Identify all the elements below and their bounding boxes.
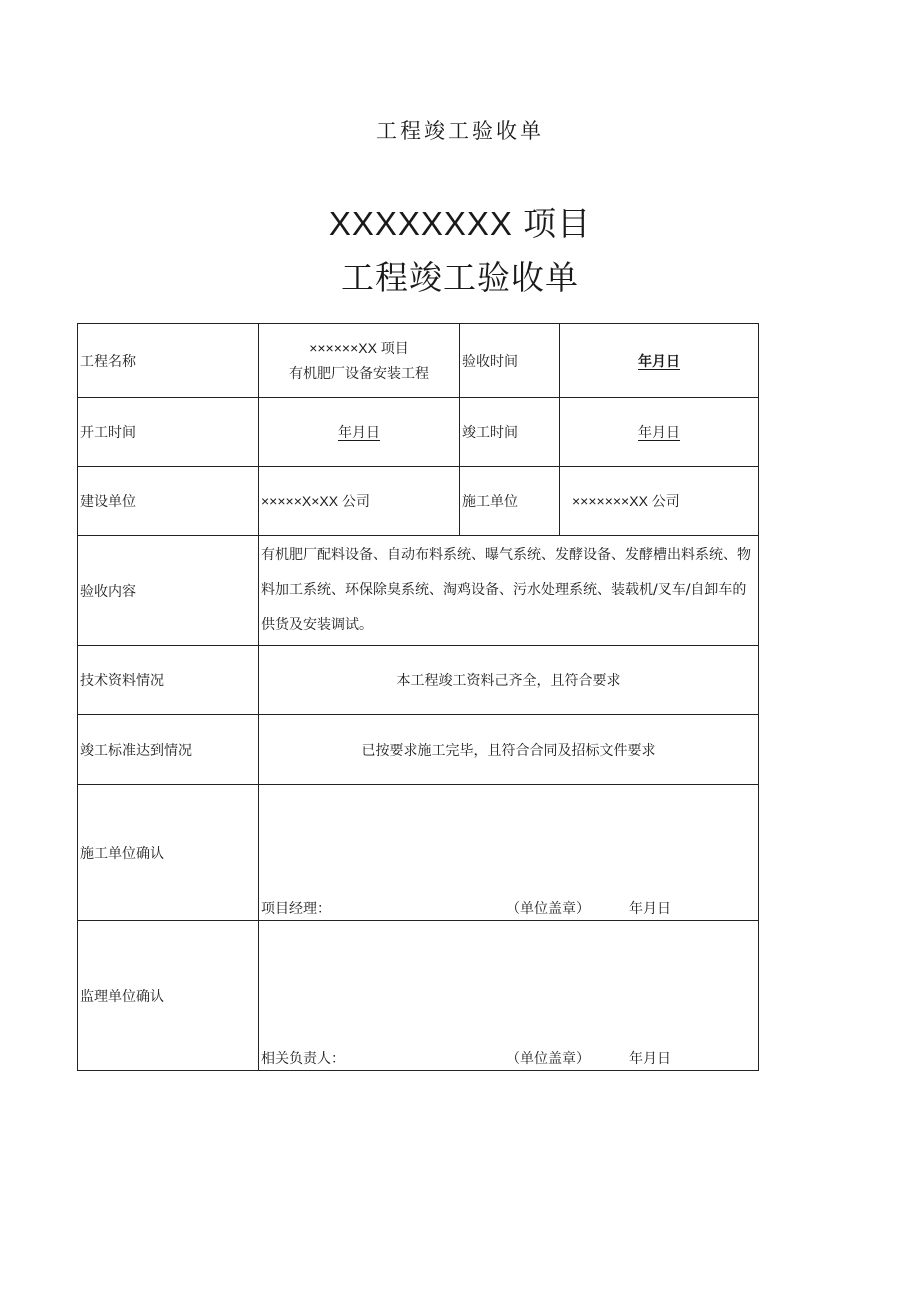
contractor-label: 施工单位: [460, 467, 560, 536]
supervisor-confirm-area: [259, 921, 759, 1071]
project-name-line1: ××××××XX 项目: [309, 339, 409, 356]
responsible-person-label: 相关负责人：: [261, 1051, 345, 1067]
row-units: [78, 467, 759, 536]
standard-value: 已按要求施工完毕，且符合合同及招标文件要求: [259, 715, 759, 785]
project-manager-label: 项目经理：: [261, 901, 331, 917]
acceptance-time-value: 年月日: [638, 352, 680, 369]
project-title: XXXXXXXX 项目: [328, 205, 592, 242]
date-label-contractor: 年月日: [629, 901, 671, 917]
completion-time-label: 竣工时间: [460, 398, 560, 467]
seal-label-supervisor: （单位盖章）: [506, 1051, 590, 1067]
content-value: 有机肥厂配料设备、自动布料系统、曝气系统、发酵设备、发酵槽出料系统、物料加工系统、环保除臭系统、淘鸡设备、污水处理系统、装载机/叉车/自卸车的供货及安装调试。: [259, 536, 759, 646]
start-time-label: 开工时间: [78, 398, 259, 467]
contractor-value: ×××××××XX 公司: [560, 467, 759, 536]
contractor-signature-line: [261, 898, 756, 918]
row-tech-docs: [78, 646, 759, 715]
row-dates: [78, 398, 759, 467]
acceptance-form-table: [77, 323, 759, 1071]
row-content: [78, 536, 759, 646]
completion-time-cell: [560, 398, 759, 467]
tech-docs-value: 本工程竣工资料己齐全，且符合要求: [259, 646, 759, 715]
project-name-value: [259, 324, 460, 398]
start-time-cell: [259, 398, 460, 467]
row-project-name: [78, 324, 759, 398]
contractor-confirm-area: [259, 785, 759, 921]
completion-time-value: 年月日: [638, 425, 680, 441]
contractor-confirm-label: 施工单位确认: [78, 785, 259, 921]
start-time-value: 年月日: [338, 425, 380, 441]
row-standard: [78, 715, 759, 785]
supervisor-signature-line: [261, 1048, 756, 1068]
builder-value: ×××××X×XX 公司: [259, 467, 460, 536]
standard-label: 竣工标准达到情况: [78, 715, 259, 785]
supervisor-confirm-label: 监理单位确认: [78, 921, 259, 1071]
project-name-line2: 有机肥厂设备安装工程: [289, 365, 429, 382]
page-header-title: 工程竣工验收单: [376, 119, 544, 143]
acceptance-time-label: 验收时间: [460, 324, 560, 398]
builder-label: 建设单位: [78, 467, 259, 536]
tech-docs-label: 技术资料情况: [78, 646, 259, 715]
document-title: 工程竣工验收单: [341, 258, 579, 297]
seal-label-contractor: （单位盖章）: [506, 901, 590, 917]
row-supervisor-confirm: [78, 921, 759, 1071]
acceptance-time-cell: [560, 324, 759, 398]
content-label: 验收内容: [78, 536, 259, 646]
row-contractor-confirm: [78, 785, 759, 921]
date-label-supervisor: 年月日: [629, 1051, 671, 1067]
project-name-label: 工程名称: [78, 324, 259, 398]
